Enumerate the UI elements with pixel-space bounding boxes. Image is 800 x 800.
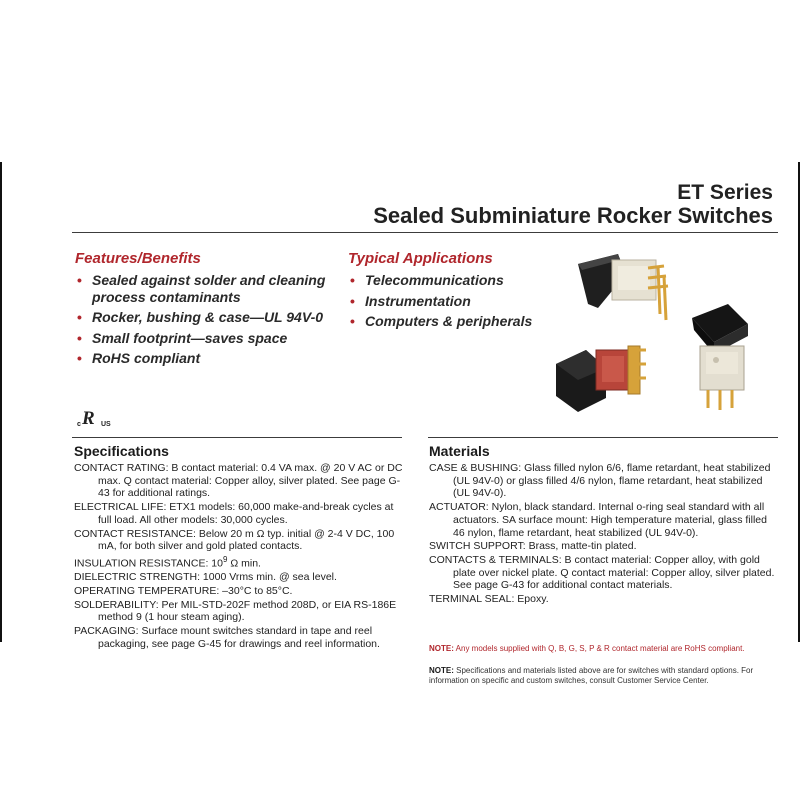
- spec-item-insulation: [74, 554, 408, 570]
- feature-item: • Small footprint—saves space: [75, 330, 340, 347]
- application-item: • Computers & peripherals: [348, 313, 548, 330]
- spec-item: CONTACT RESISTANCE: Below 20 m Ω typ. initial @ 2-4 V DC, 100 mA, for both silver and gold plated contacts.: [74, 527, 395, 553]
- insulation-prefix: INSULATION RESISTANCE: 10: [74, 557, 223, 570]
- materials-list: [429, 462, 779, 607]
- series-name: ET Series: [677, 181, 773, 204]
- insulation-exponent: 9: [222, 554, 228, 564]
- feature-item: • Sealed against solder and cleaning process contaminants: [75, 272, 340, 305]
- spec-item: SOLDERABILITY: Per MIL-STD-202F method 208D, or EIA RS-186E method 9 (1 hour steam aging).: [74, 598, 397, 624]
- rohs-note-text: Any models supplied with Q, B, G, S, P & R contact material are RoHS compliant.: [455, 644, 745, 653]
- spec-item: OPERATING TEMPERATURE: –30°C to 85°C.: [74, 584, 293, 597]
- application-item: • Instrumentation: [348, 293, 548, 310]
- general-note: [429, 666, 779, 686]
- feature-item: • RoHS compliant: [75, 350, 340, 367]
- cert-left: c: [77, 421, 81, 428]
- application-item: • Telecommunications: [348, 272, 548, 289]
- spec-item: DIELECTRIC STRENGTH: 1000 Vrms min. @ sea level.: [74, 571, 337, 584]
- page-border-left: [0, 162, 2, 642]
- materials-heading: Materials: [429, 443, 490, 459]
- applications-heading: Typical Applications: [348, 250, 493, 267]
- material-item: CASE & BUSHING: Glass filled nylon 6/6, flame retardant, heat stabilized (UL 94V-0) or glass filled 4/6 nylon, flame retardant, heat stabilized (UL 94V-0).: [429, 462, 771, 500]
- specifications-rule: [72, 437, 402, 438]
- spec-item: ELECTRICAL LIFE: ETX1 models: 60,000 make-and-break cycles at full load. All other models: 30,000 cycles.: [74, 501, 394, 526]
- cert-mark: R: [82, 408, 95, 428]
- material-item: ACTUATOR: Nylon, black standard. Internal o-ring seal standard with all actuators. SA surface mount: High temperature material, glass filled 46 nylon, flame retardant, heat stabilized (UL 94V-0).: [429, 501, 767, 539]
- specifications-list: [74, 462, 408, 651]
- rocker-switch-right-angle: [578, 254, 668, 320]
- page-title: Sealed Subminiature Rocker Switches: [373, 203, 773, 228]
- features-heading: Features/Benefits: [75, 250, 201, 267]
- feature-item: • Rocker, bushing & case—UL 94V-0: [75, 309, 340, 326]
- material-item: CONTACTS & TERMINALS: B contact material: Copper alloy, with gold plate over nickel plate. Q contact material: Copper alloy, silver plated. See page G-43 for additional contact materials.: [429, 553, 775, 592]
- ul-recognized-logo: [76, 408, 122, 428]
- materials-rule: [428, 437, 778, 438]
- rohs-note: [429, 644, 779, 653]
- cert-right: US: [101, 421, 111, 428]
- features-list: [75, 272, 340, 371]
- general-note-text: Specifications and materials listed above are for switches with standard options. For information on specific and custom switches, consult Customer Service Center.: [429, 666, 754, 685]
- rohs-note-label: NOTE:: [429, 644, 454, 653]
- spec-item: CONTACT RATING: B contact material: 0.4 VA max. @ 20 V AC or DC max. Q contact material: Copper alloy, silver plated. See page G-43 for additional ratings.: [74, 462, 403, 500]
- product-photo: [548, 246, 776, 416]
- rocker-switch-vertical: [692, 304, 748, 410]
- insulation-suffix: Ω min.: [227, 557, 261, 570]
- header-rule: [72, 232, 778, 233]
- rocker-switch-pc-mount: [556, 346, 646, 412]
- applications-list: [348, 272, 548, 334]
- spec-item: PACKAGING: Surface mount switches standard in tape and reel packaging, see page G-45 for drawings and reel information.: [74, 624, 380, 650]
- specifications-heading: Specifications: [74, 443, 169, 459]
- general-note-label: NOTE:: [429, 666, 454, 675]
- material-item: TERMINAL SEAL: Epoxy.: [429, 593, 549, 606]
- material-item: SWITCH SUPPORT: Brass, matte-tin plated.: [429, 540, 637, 553]
